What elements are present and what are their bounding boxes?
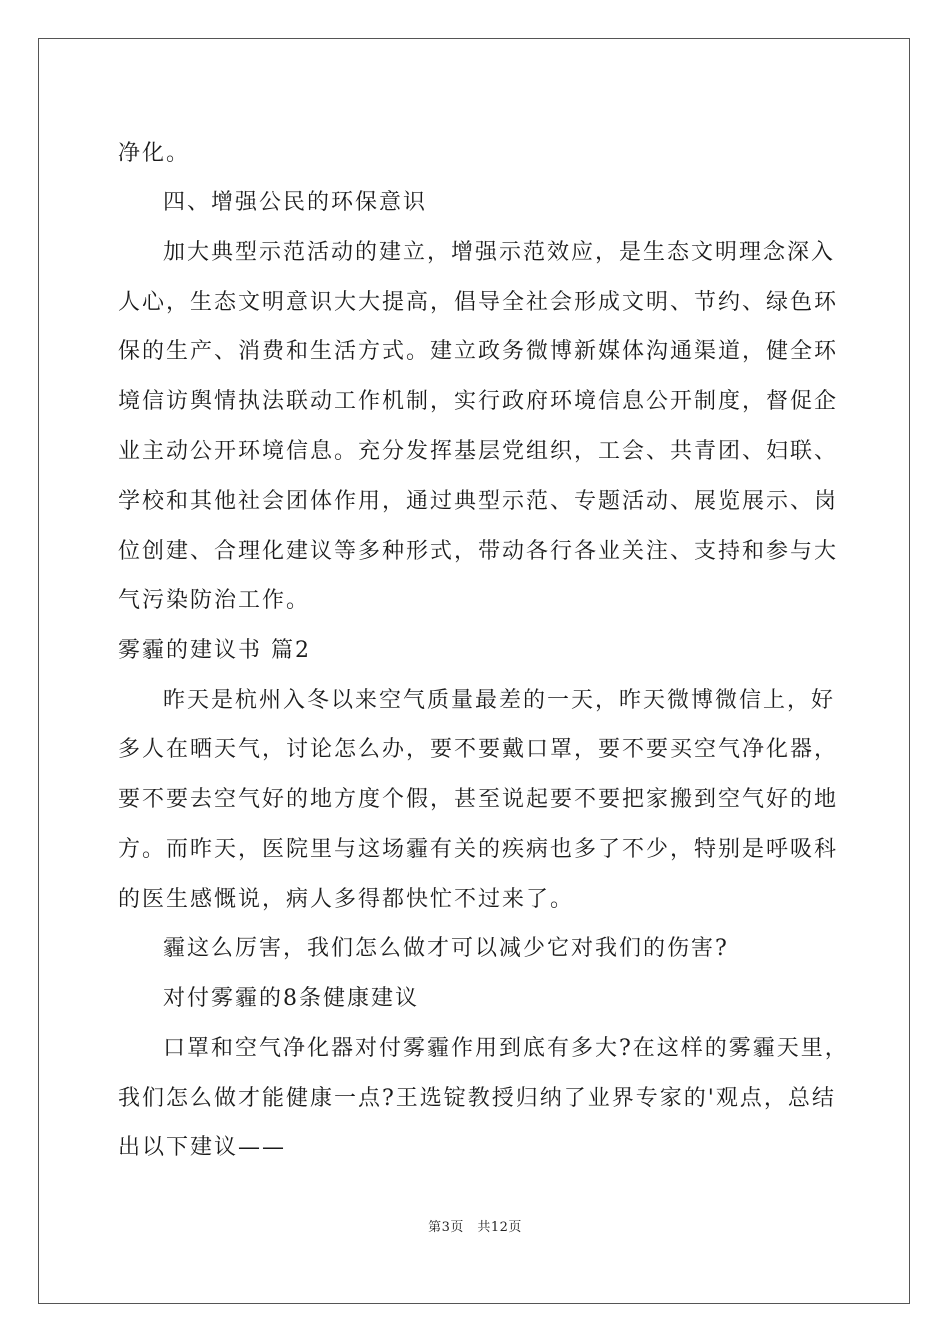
paragraph-line: 昨天是杭州入冬以来空气质量最差的一天，昨天微博微信上，好 xyxy=(163,688,836,713)
paragraph-line: 口罩和空气净化器对付雾霾作用到底有多大?在这样的雾霾天里， xyxy=(163,1036,849,1061)
paragraph-line: 业主动公开环境信息。充分发挥基层党组织，工会、共青团、妇联、 xyxy=(118,439,839,464)
paragraph-line: 出以下建议—— xyxy=(118,1135,287,1160)
paragraph-line: 我们怎么做才能健康一点?王选锭教授归纳了业界专家的'观点，总结 xyxy=(118,1086,836,1111)
page-border xyxy=(38,38,910,1304)
paragraph-line: 的医生感慨说，病人多得都快忙不过来了。 xyxy=(118,887,575,912)
paragraph-line: 人心，生态文明意识大大提高，倡导全社会形成文明、节约、绿色环 xyxy=(118,290,839,315)
paragraph-line: 要不要去空气好的地方度个假，甚至说起要不要把家搬到空气好的地 xyxy=(118,787,839,812)
paragraph-line: 学校和其他社会团体作用，通过典型示范、专题活动、展览展示、岗 xyxy=(118,489,839,514)
paragraph-line: 霾这么厉害，我们怎么做才可以减少它对我们的伤害? xyxy=(163,936,729,961)
page-number-footer: 第3页 共12页 xyxy=(428,1220,522,1235)
paragraph-line: 位创建、合理化建议等多种形式，带动各行各业关注、支持和参与大 xyxy=(118,539,839,564)
article-title: 雾霾的建议书 篇2 xyxy=(118,638,311,663)
section-heading: 四、增强公民的环保意识 xyxy=(163,190,428,215)
paragraph-line: 净化。 xyxy=(118,141,191,166)
section-heading: 对付雾霾的8条健康建议 xyxy=(163,986,419,1011)
paragraph-line: 气污染防治工作。 xyxy=(118,588,311,613)
paragraph-line: 加大典型示范活动的建立，增强示范效应，是生态文明理念深入 xyxy=(163,240,836,265)
paragraph-line: 境信访舆情执法联动工作机制，实行政府环境信息公开制度，督促企 xyxy=(118,389,839,414)
paragraph-line: 方。而昨天，医院里与这场霾有关的疾病也多了不少，特别是呼吸科 xyxy=(118,837,839,862)
paragraph-line: 保的生产、消费和生活方式。建立政务微博新媒体沟通渠道，健全环 xyxy=(118,339,839,364)
paragraph-line: 多人在晒天气，讨论怎么办，要不要戴口罩，要不要买空气净化器， xyxy=(118,737,839,762)
